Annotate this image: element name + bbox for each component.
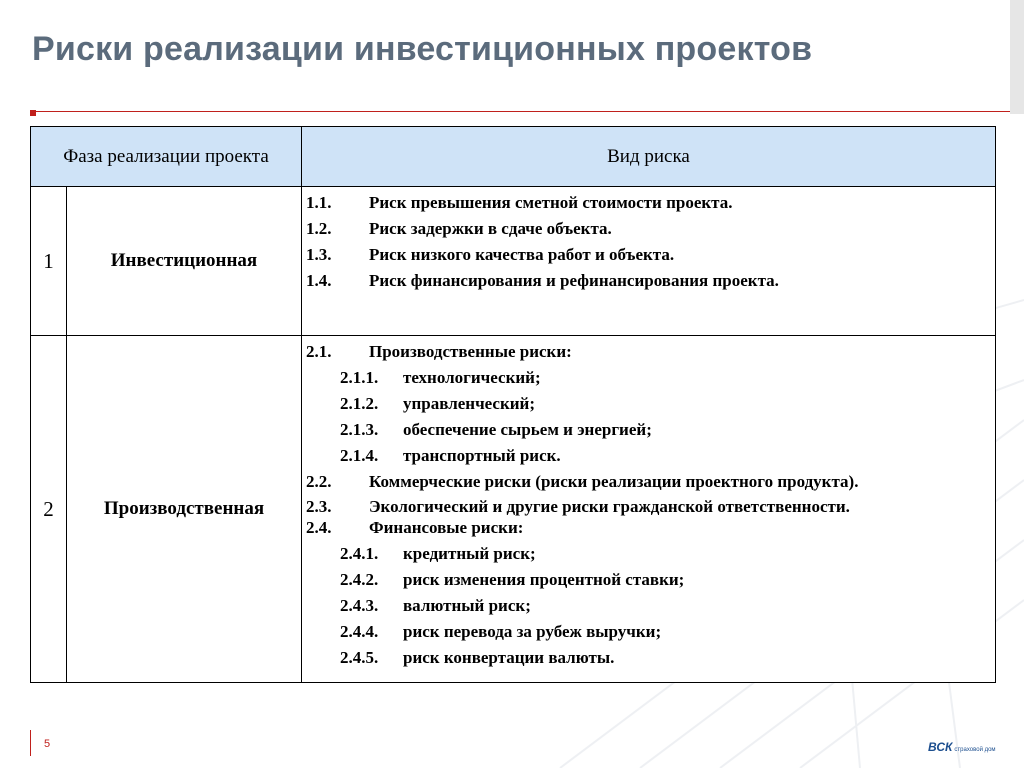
row-number: 1 [31,187,67,336]
list-item: 2.4.4. риск перевода за рубеж выручки; [340,622,662,641]
list-item: 2.4.5. риск конвертации валюты. [340,648,615,667]
list-item: 1.4. Риск финансирования и рефинансирования проекта. [306,271,779,290]
risk-table [30,126,996,683]
table-header-row [31,127,996,187]
header-risk-type: Вид риска [302,127,996,187]
page-number: 5 [44,738,51,750]
table-row [31,187,996,336]
list-item: 2.4.3. валютный риск; [340,596,531,615]
list-item: 1.1. Риск превышения сметной стоимости проекта. [306,193,733,212]
company-logo [928,738,996,756]
list-item: 2.3. Экологический и другие риски гражданской ответственности. [306,497,850,516]
phase-name: Инвестиционная [67,187,302,336]
phase-name: Производственная [67,336,302,683]
table-row [31,336,996,683]
list-item: 2.1.1. технологический; [340,368,541,387]
row-number: 2 [31,336,67,683]
list-item: 2.1.2. управленческий; [340,394,536,413]
footer-tick [30,730,31,756]
list-item: 2.4. Финансовые риски: [306,518,524,537]
risk-list [302,187,996,336]
logo-text: ВСК [928,740,953,754]
header-phase: Фаза реализации проекта [31,127,302,187]
list-item: 2.4.2. риск изменения процентной ставки; [340,570,685,589]
list-item: 2.1.3. обеспечение сырьем и энергией; [340,420,652,439]
list-item: 2.1. Производственные риски: [306,342,572,361]
list-item: 2.2. Коммерческие риски (риски реализации проектного продукта). [306,472,859,491]
list-item: 1.2. Риск задержки в сдаче объекта. [306,219,612,238]
risk-list [302,336,996,683]
list-item: 2.1.4. транспортный риск. [340,446,561,465]
list-item: 1.3. Риск низкого качества работ и объекта. [306,245,675,264]
title-underline [36,111,1010,112]
list-item: 2.4.1. кредитный риск; [340,544,536,563]
logo-subtext: страховой дом [954,747,996,753]
page-title: Риски реализации инвестиционных проектов [32,30,813,68]
right-edge-bar [1010,0,1024,114]
